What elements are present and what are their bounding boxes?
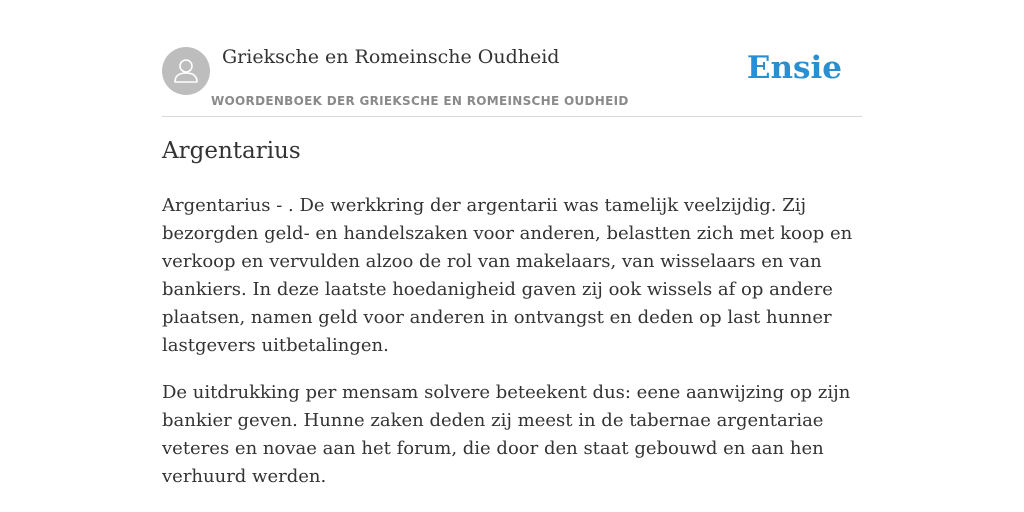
entry-title: Argentarius (162, 138, 301, 164)
entry-paragraph: De uitdrukking per mensam solvere beteekent dus: eene aanwijzing op zijn bankier geven. Hunne zaken deden zij meest in de tabernae argentariae veteres en novae aan het forum, die door den staat gebouwd en aan hen verhuurd werden. (162, 382, 851, 487)
entry-paragraph: Argentarius - . De werkkring der argentarii was tamelijk veelzijdig. Zij bezorgden geld- en handelszaken voor anderen, belastten zich met koop en verkoop en vervulden alzoo de rol van makelaars, van wisselaars en van bankiers. In deze laatste hoedanigheid gaven zij ook wissels af op andere plaatsen, namen geld voor anderen in ontvangst en deden op last hunner lastgevers uitbetalingen. (162, 195, 853, 356)
ensie-logo[interactable]: Ensie (746, 50, 842, 86)
dictionary-title[interactable]: Grieksche en Romeinsche Oudheid (222, 46, 560, 68)
dictionary-subtitle[interactable]: WOORDENBOEK DER GRIEKSCHE EN ROMEINSCHE OUDHEID (211, 94, 629, 108)
header (162, 44, 862, 117)
person-outline-icon (162, 47, 210, 95)
entry-body (162, 192, 862, 510)
user-avatar-icon[interactable] (162, 47, 210, 95)
